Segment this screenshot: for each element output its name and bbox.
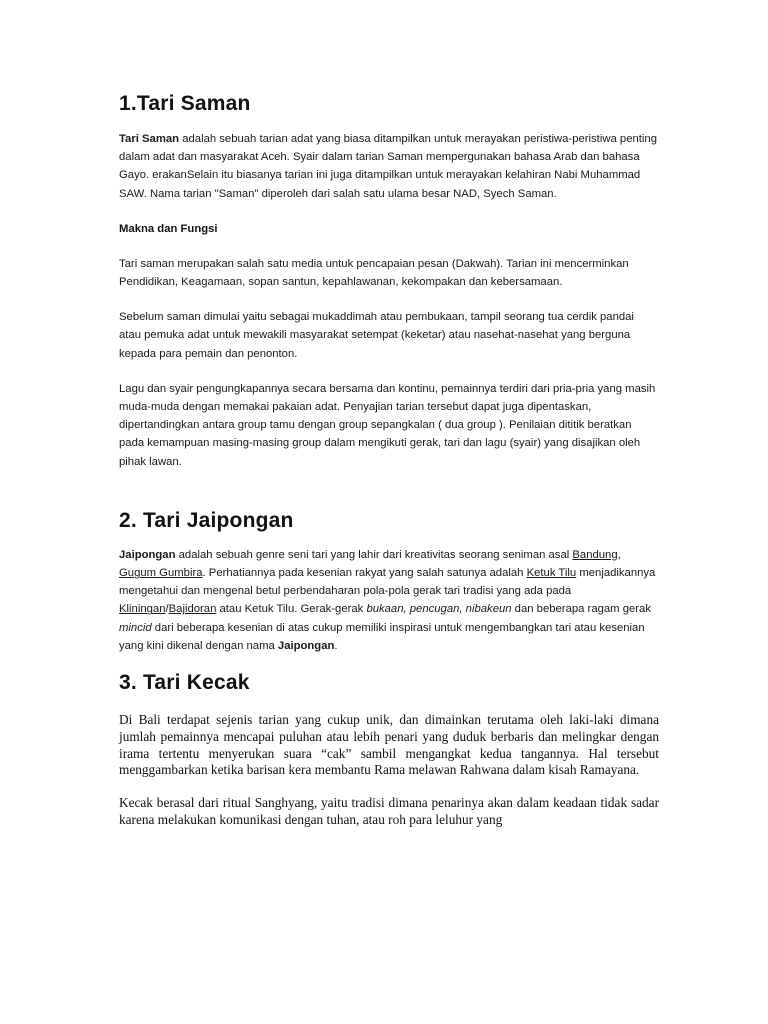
- text-run: . Perhatiannya pada kesenian rakyat yang salah satunya adalah: [202, 567, 527, 580]
- bold-term: Jaipongan: [277, 639, 335, 652]
- link-ketuk-tilu[interactable]: Ketuk Tilu: [526, 567, 577, 580]
- body-paragraph: [119, 546, 659, 655]
- text-run: /: [165, 603, 169, 616]
- lead-term: Tari Saman: [119, 133, 180, 145]
- intro-paragraph: [119, 130, 659, 203]
- text-run: atau Ketuk Tilu. Gerak-gerak: [216, 603, 367, 616]
- text-run: dari beberapa kesenian di atas cukup memiliki inspirasi untuk mengembangkan tari atau kesenian yang kini dikenal dengan nama: [119, 621, 645, 652]
- link-bajidoran[interactable]: Bajidoran: [168, 603, 217, 616]
- link-gugum-gumbira[interactable]: Gugum Gumbira: [119, 567, 203, 580]
- paragraph: Tari saman merupakan salah satu media untuk pencapaian pesan (Dakwah). Tarian ini mencerminkan Pendidikan, Keagamaan, sopan santun, kepahlawanan, kekompakan dan kebersamaan.: [119, 257, 629, 289]
- intro-text: adalah sebuah tarian adat yang biasa ditampilkan untuk merayakan peristiwa-peristiwa penting dalam adat dan masyarakat Aceh. Syair dalam tarian Saman mempergunakan bahasa Arab dan bahasa Gayo. erakanSelain itu biasanya tarian ini juga ditampilkan untuk merayakan kelahiran Nabi Muhammad SAW. Nama tarian "Saman" diperoleh dari salah satu ulama besar NAD, Syech Saman.: [119, 133, 657, 200]
- section-title: 1.Tari Saman: [119, 92, 251, 115]
- lead-term: Jaipongan: [119, 548, 176, 561]
- text-run: adalah sebuah genre seni tari yang lahir dari kreativitas seorang seniman asal: [175, 548, 573, 561]
- section-tari-saman: [119, 92, 659, 471]
- document-content: [119, 92, 659, 829]
- section-title: 3. Tari Kecak: [119, 671, 250, 695]
- section-title: 2. Tari Jaipongan: [119, 508, 294, 532]
- text-run: ,: [617, 548, 621, 561]
- text-run: .: [334, 639, 338, 652]
- italic-term: bukaan, pencugan, nibakeun: [366, 603, 512, 616]
- text-run: menjadikannya mengetahui dan mengenal betul perbendaharan pola-pola gerak tari tradisi yang ada pada: [119, 567, 656, 598]
- link-kliningan[interactable]: Kliningan: [119, 603, 166, 616]
- paragraph: Sebelum saman dimulai yaitu sebagai mukaddimah atau pembukaan, tampil seorang tua cerdik pandai atau pemuka adat untuk mewakili masyarakat setempat (keketar) atau nasehat-nasehat yang berguna kepada para pemain dan penonton.: [119, 311, 634, 360]
- serif-paragraph: Kecak berasal dari ritual Sanghyang, yaitu tradisi dimana penarinya akan dalam keadaan tidak sadar karena melakukan komunikasi dengan tuhan, atau roh para leluhur yang: [119, 795, 659, 828]
- italic-term: mincid: [119, 621, 152, 634]
- subheading: Makna dan Fungsi: [119, 222, 218, 235]
- section-tari-jaipongan: [119, 509, 659, 655]
- paragraph: Lagu dan syair pengungkapannya secara bersama dan kontinu, pemainnya terdiri dari pria-pria yang masih muda-muda dengan memakai pakaian adat. Penyajian tarian tersebut dapat juga dipentaskan, dipertandingkan antara group tamu dengan group sepangkalan ( dua group ). Penilaian dititik beratkan pada kemampuan masing-masing group dalam mengikuti gerak, tari dan lagu (syair) yang disajikan oleh pihak lawan.: [119, 382, 656, 468]
- link-bandung[interactable]: Bandung: [572, 548, 618, 561]
- serif-paragraph: Di Bali terdapat sejenis tarian yang cukup unik, dan dimainkan terutama oleh laki-laki dimana jumlah pemainnya mencapai puluhan atau lebih penari yang duduk berbaris dan melingkar dengan irama tertentu menyerukan suara “cak” sambil mengangkat kedua tangannya. Hal tersebut menggambarkan ketika barisan kera membantu Rama melawan Rahwana dalam kisah Ramayana.: [119, 712, 659, 778]
- text-run: dan beberapa ragam gerak: [511, 603, 651, 616]
- section-tari-kecak: [119, 671, 659, 829]
